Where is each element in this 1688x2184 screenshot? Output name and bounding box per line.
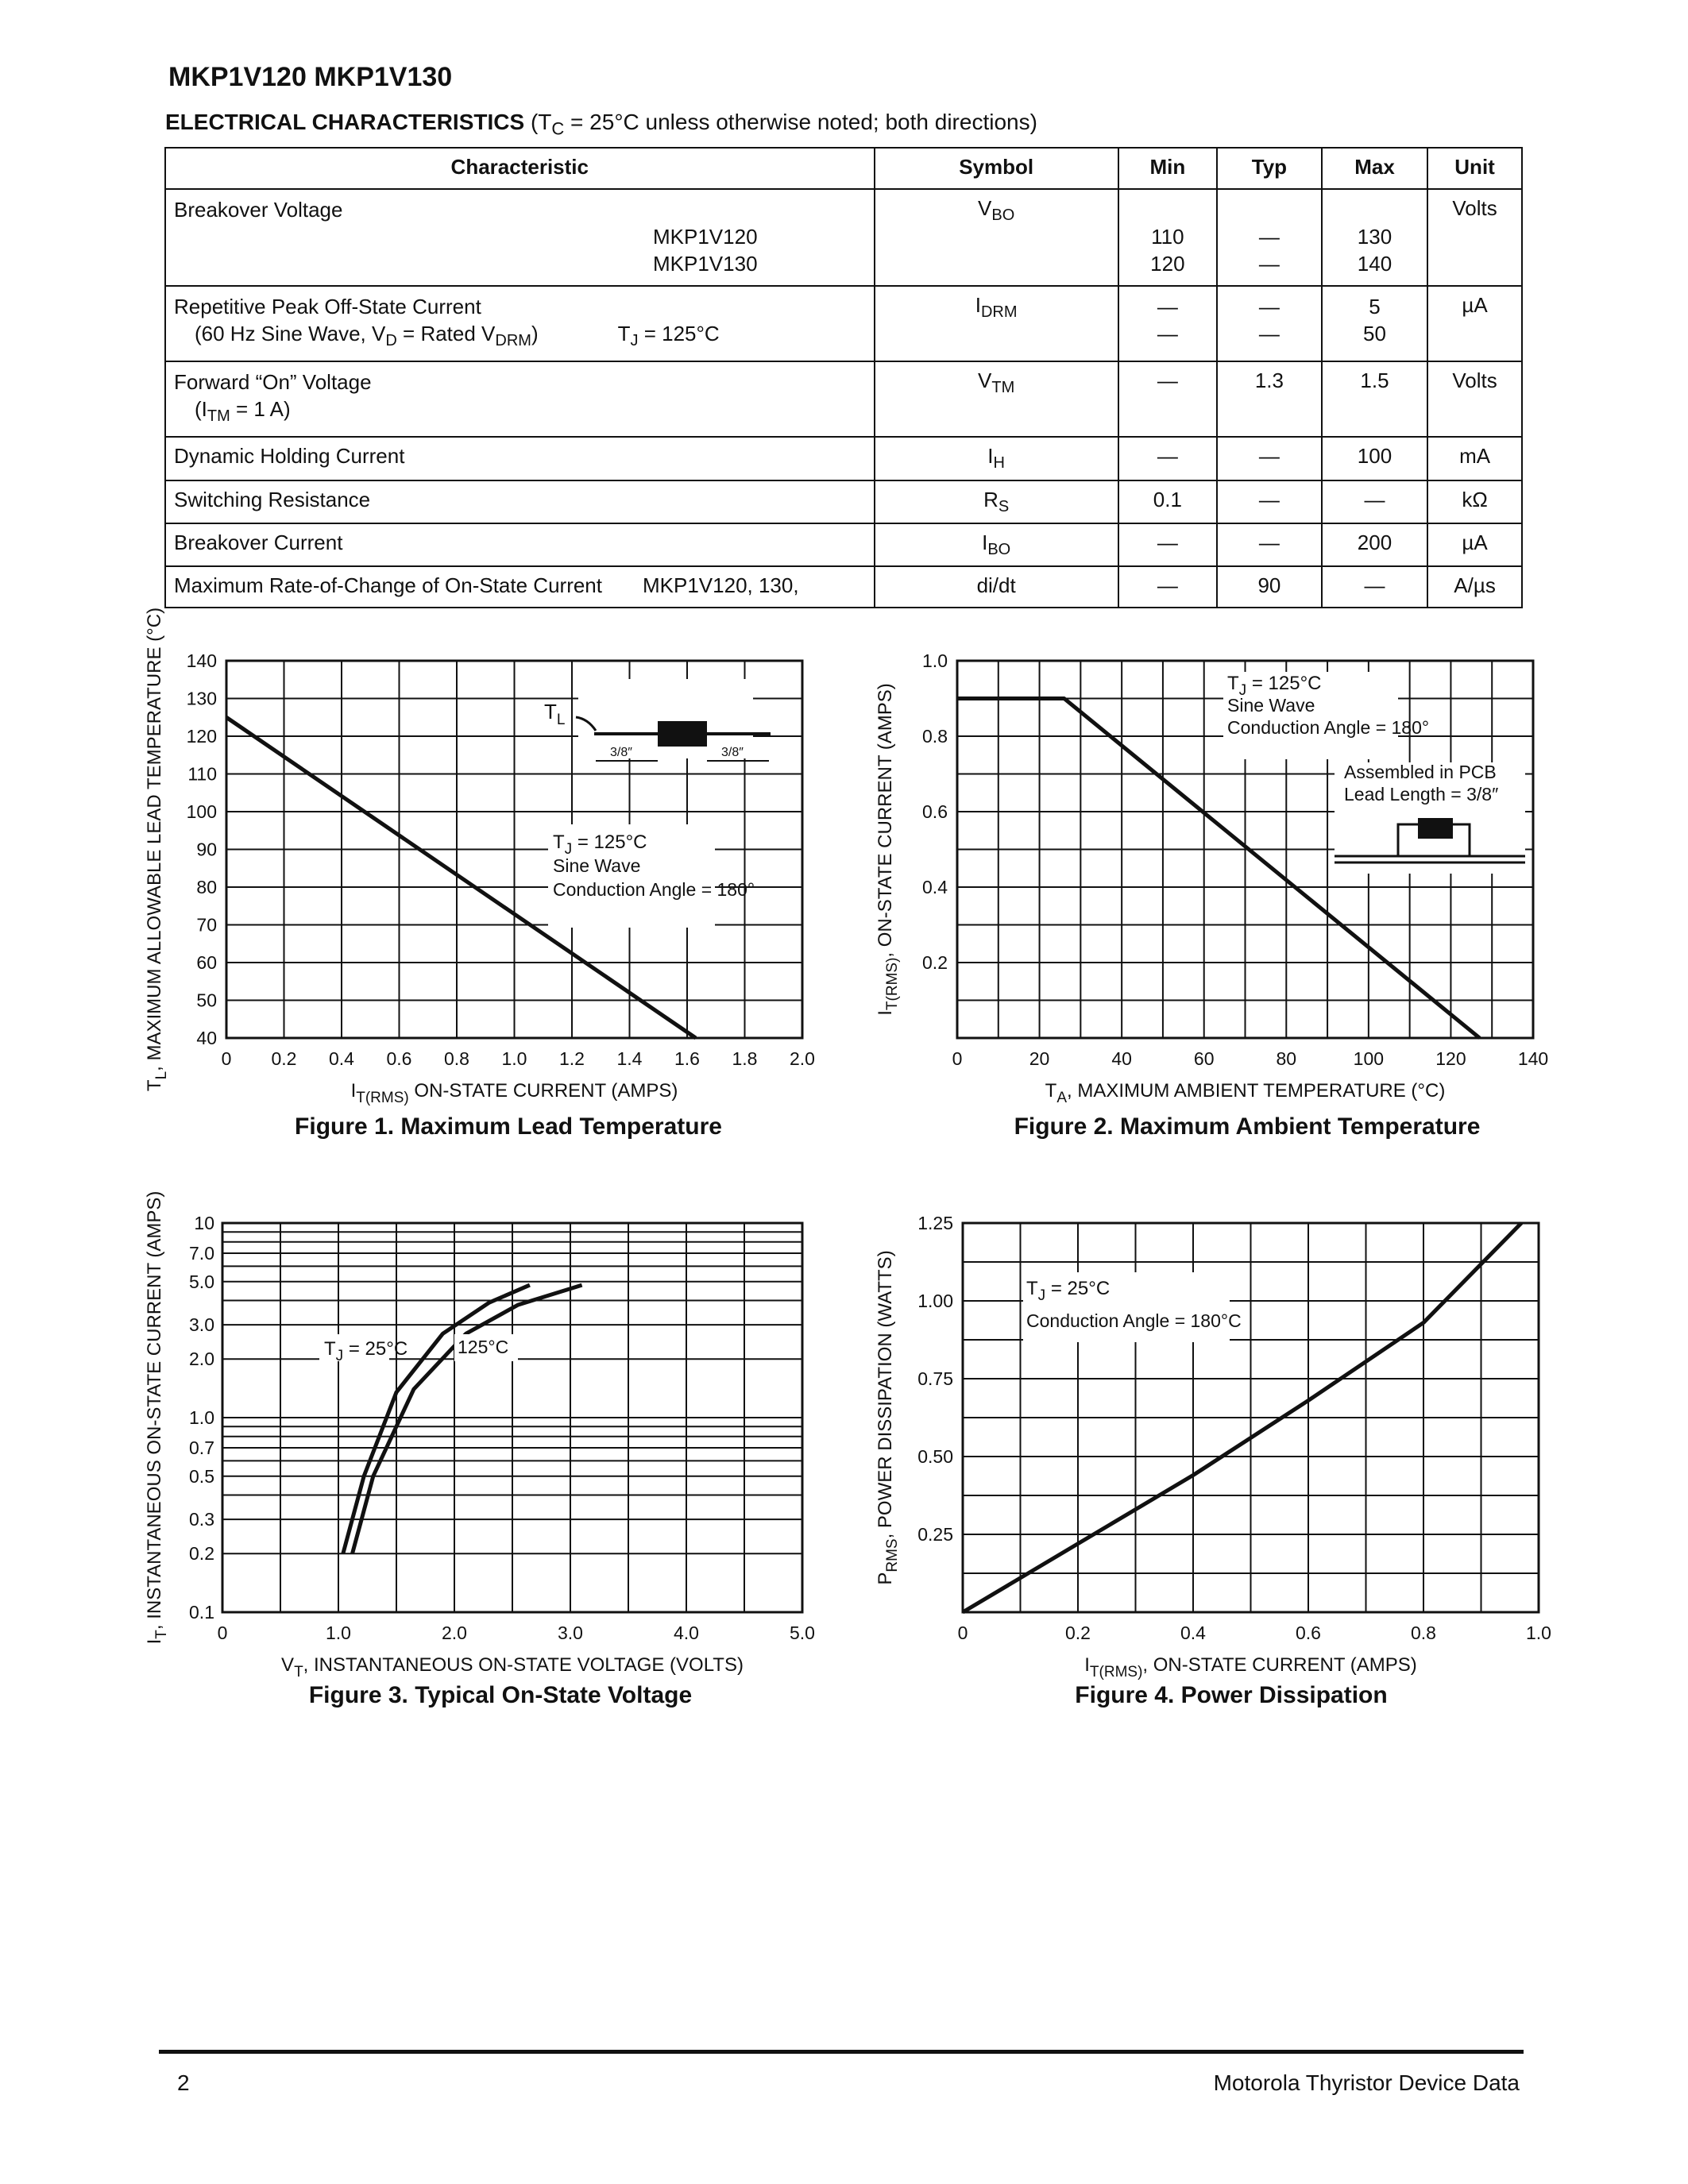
y-tick-label: 0.3 [189,1509,214,1530]
row-label: Forward “On” Voltage [174,370,372,395]
cell-characteristic: Switching Resistance [165,480,875,523]
x-tick-label: 100 [1353,1048,1385,1069]
y-tick-label: 0.8 [922,726,948,747]
cell-unit: mA [1427,437,1522,480]
y-axis-label: $I_T$, INSTANTANEOUS ON-STATE CURRENT (AMPS) [144,1190,170,1645]
y-tick-label: 0.50 [917,1446,953,1467]
figure-4-caption: Figure 4. Power Dissipation [1075,1682,1388,1708]
x-tick-label: 2.0 [790,1048,815,1069]
x-tick-label: 20 [1029,1048,1050,1069]
x-tick-label: 4.0 [674,1623,699,1643]
y-tick-label: 70 [196,914,217,936]
y-tick-label: 0.6 [922,801,948,822]
y-axis-label: $I_{T(RMS)}$, ON-STATE CURRENT (AMPS) [875,683,901,1016]
y-tick-label: 5.0 [189,1271,214,1292]
annotation-tj: $T_J = 25^\circ C$ [324,1338,408,1364]
cell-unit: µA [1427,523,1522,566]
y-tick-label: 1.0 [922,650,948,671]
device-label: MKP1V120 [653,225,758,249]
y-tick-label: 1.0 [189,1407,214,1428]
page-number: 2 [177,2070,190,2095]
y-tick-label: 0.5 [189,1465,214,1487]
x-tick-label: 60 [1193,1048,1215,1069]
cell-typ: — — [1217,286,1322,361]
row-label: Repetitive Peak Off-State Current [174,295,481,318]
header-symbol: Symbol [875,148,1118,189]
x-tick-label: 0 [957,1623,968,1643]
y-tick-label: 1.25 [917,1213,953,1233]
cell-typ: — [1217,437,1322,480]
section-heading [165,110,1037,140]
section-heading-note [530,110,1037,139]
cell-typ [1217,189,1322,286]
y-axis-label: $P_{RMS}$, POWER DISSIPATION (WATTS) [875,1250,901,1585]
cell-min: — [1118,437,1217,480]
y-tick-label: 0.4 [922,877,948,897]
annotation-tj: $T_J = 25^\circ C$ [1026,1278,1111,1304]
device-label: MKP1V130 [653,252,758,276]
y-tick-label: 130 [186,688,217,709]
document-title: MKP1V120 MKP1V130 [168,62,453,92]
figure-2-chart [874,643,1573,1104]
cell-symbol [875,286,1118,361]
table-row [165,566,1522,608]
cell-symbol: di/dt [875,566,1118,608]
x-tick-label: 120 [1435,1048,1466,1069]
y-tick-label: 7.0 [189,1242,214,1264]
row-condition: (60 Hz Sine Wave, $V_D$ = Rated $V_{DRM}$) $T_J = 125^\circ C$ [195,322,720,350]
dimension-label: 3/8″ [721,746,744,759]
cell-max: — [1322,566,1427,608]
table-header-row [165,148,1522,189]
dimension-label: 3/8″ [610,746,632,759]
grid-group [222,1223,802,1612]
annotation-angle: Conduction Angle = 180°C [1026,1310,1242,1331]
y-tick-label: 0.1 [189,1602,214,1623]
y-tick-label: 60 [196,952,217,973]
cell-unit: A/µs [1427,566,1522,608]
annotation-pcb: Assembled in PCB [1344,762,1497,782]
y-tick-label: 40 [196,1028,217,1048]
value: — [1258,252,1280,276]
y-tick-label: 120 [186,726,217,747]
x-tick-label: 0.6 [1296,1623,1321,1643]
y-tick-label: 100 [186,801,217,822]
cell-unit: Volts [1427,361,1522,437]
cell-max: 1.5 [1322,361,1427,437]
y-tick-label: 90 [196,839,217,860]
x-tick-label: 2.0 [442,1623,467,1643]
cell-symbol: $I_{BO}$ [875,523,1118,566]
y-tick-label: 50 [196,990,217,1011]
annotation-angle: Conduction Angle = 180° [553,879,755,900]
cell-max: — [1322,480,1427,523]
cell-min: — [1118,523,1217,566]
cell-unit: µA [1427,286,1522,361]
figure-1-caption: Figure 1. Maximum Lead Temperature [295,1113,722,1140]
x-tick-label: 0 [221,1048,232,1069]
cell-symbol: $R_S$ [875,480,1118,523]
footer-text: Motorola Thyristor Device Data [1213,2070,1520,2095]
header-typ: Typ [1217,148,1322,189]
cell-symbol: $V_{TM}$ [875,361,1118,437]
x-axis-label: $I_{T(RMS)}$, ON-STATE CURRENT (AMPS) [1084,1654,1417,1680]
figure-3-caption: Figure 3. Typical On-State Voltage [308,1682,693,1708]
heading-note-sub: C [551,118,565,139]
x-axis-label: $V_T$, INSTANTANEOUS ON-STATE VOLTAGE (VOLTS) [281,1654,744,1680]
section-heading-bold: ELECTRICAL CHARACTERISTICS [165,110,525,134]
annotation-tl: $T_L$ [544,700,566,728]
symbol-sub: DRM [980,303,1018,322]
x-tick-label: 0.4 [329,1048,354,1069]
x-tick-label: 0.8 [444,1048,469,1069]
cell-characteristic: Maximum Rate-of-Change of On-State Current MKP1V120, 130, [165,566,875,608]
annotation-angle: Conduction Angle = 180° [1227,717,1430,738]
x-tick-label: 140 [1517,1048,1549,1069]
y-tick-label: 80 [196,877,217,897]
symbol-main: I [975,293,981,317]
table-row [165,523,1522,566]
heading-note-prefix: (T [530,110,552,134]
x-tick-label: 0 [952,1048,963,1069]
table-row [165,361,1522,437]
cell-min: — [1118,566,1217,608]
y-axis-label: $T_L$, MAXIMUM ALLOWABLE LEAD TEMPERATURE (°C) [144,607,170,1092]
figure-1-chart [143,607,834,1106]
x-tick-label: 1.8 [732,1048,758,1069]
cell-unit: Volts [1427,189,1522,286]
row-condition: ($I_{TM} = 1$ A) [195,397,291,426]
cell-max [1322,189,1427,286]
y-tick-label: 0.7 [189,1437,214,1458]
header-unit: Unit [1427,148,1522,189]
y-tick-label: 140 [186,650,217,671]
cell-max: 5 50 [1322,286,1427,361]
footer-rule [159,2050,1524,2054]
cell-characteristic: Breakover Current [165,523,875,566]
symbol-sub: BO [991,206,1015,225]
cell-unit: kΩ [1427,480,1522,523]
x-tick-label: 1.0 [1526,1623,1551,1643]
heading-note-suffix: = 25°C unless otherwise noted; both directions) [564,110,1037,134]
y-tick-label: 110 [187,763,217,785]
cell-characteristic [165,286,875,361]
y-tick-label: 10 [194,1213,214,1233]
x-tick-label: 1.0 [501,1048,527,1069]
x-tick-label: 1.6 [674,1048,700,1069]
annotation-lead-length: Lead Length = 3/8″ [1344,784,1499,805]
y-tick-label: 0.25 [917,1524,953,1545]
table-row [165,286,1522,361]
annotation-wave: Sine Wave [553,855,641,876]
cell-max: 200 [1322,523,1427,566]
value: 130 [1357,225,1393,249]
x-tick-label: 40 [1111,1048,1132,1069]
x-tick-label: 0.8 [1411,1623,1436,1643]
x-tick-label: 3.0 [558,1623,583,1643]
annotation-wave: Sine Wave [1227,695,1315,716]
figure-4-chart [874,1191,1573,1680]
cell-typ: — [1217,523,1322,566]
x-tick-label: 0 [217,1623,228,1643]
cell-characteristic: Dynamic Holding Current [165,437,875,480]
y-tick-label: 0.2 [922,952,948,973]
y-tick-label: 3.0 [189,1314,214,1336]
table-row [165,437,1522,480]
x-tick-label: 0.6 [386,1048,412,1069]
header-max: Max [1322,148,1427,189]
figure-2-caption: Figure 2. Maximum Ambient Temperature [1014,1113,1481,1140]
cell-symbol [875,189,1118,286]
symbol-main: V [978,196,992,220]
annotation-tj: $T_J = 125^\circ C$ [1227,673,1322,699]
y-tick-label: 2.0 [189,1349,214,1370]
row-label: Breakover Voltage [174,198,343,222]
cell-min: — — [1118,286,1217,361]
table-row [165,189,1522,286]
figure-3-chart [143,1190,834,1680]
y-tick-label: 1.00 [917,1291,953,1311]
cell-min: 0.1 [1118,480,1217,523]
value: — [1258,225,1280,249]
device-body [1418,818,1453,839]
x-tick-label: 1.0 [326,1623,351,1643]
x-tick-label: 1.4 [616,1048,643,1069]
cell-max: 100 [1322,437,1427,480]
x-tick-label: 0.2 [1065,1623,1091,1643]
value: 110 [1151,225,1184,249]
annotation-tj: $T_J = 125^\circ C$ [553,832,647,858]
x-tick-label: 5.0 [790,1623,815,1643]
electrical-characteristics-table [164,147,1523,608]
x-tick-label: 0.2 [271,1048,297,1069]
header-min: Min [1118,148,1217,189]
cell-min [1118,189,1217,286]
cell-typ: 1.3 [1217,361,1322,437]
device-body [658,721,707,747]
cell-typ: 90 [1217,566,1322,608]
value: 140 [1357,252,1393,276]
annotation-125c: 125°C [458,1337,509,1357]
cell-min: — [1118,361,1217,437]
cell-symbol: $I_H$ [875,437,1118,480]
x-tick-label: 1.2 [559,1048,585,1069]
value: 120 [1150,252,1185,276]
x-axis-label: $I_{T(RMS)}$ ON-STATE CURRENT (AMPS) [350,1080,678,1106]
y-tick-label: 0.2 [189,1543,214,1565]
cell-characteristic [165,361,875,437]
x-tick-label: 0.4 [1180,1623,1206,1643]
x-tick-label: 80 [1276,1048,1297,1069]
x-axis-label: $T_A$, MAXIMUM AMBIENT TEMPERATURE (°C) [1045,1080,1446,1106]
y-tick-label: 0.75 [917,1368,953,1389]
cell-characteristic [165,189,875,286]
table-row [165,480,1522,523]
header-characteristic: Characteristic [165,148,875,189]
cell-typ: — [1217,480,1322,523]
